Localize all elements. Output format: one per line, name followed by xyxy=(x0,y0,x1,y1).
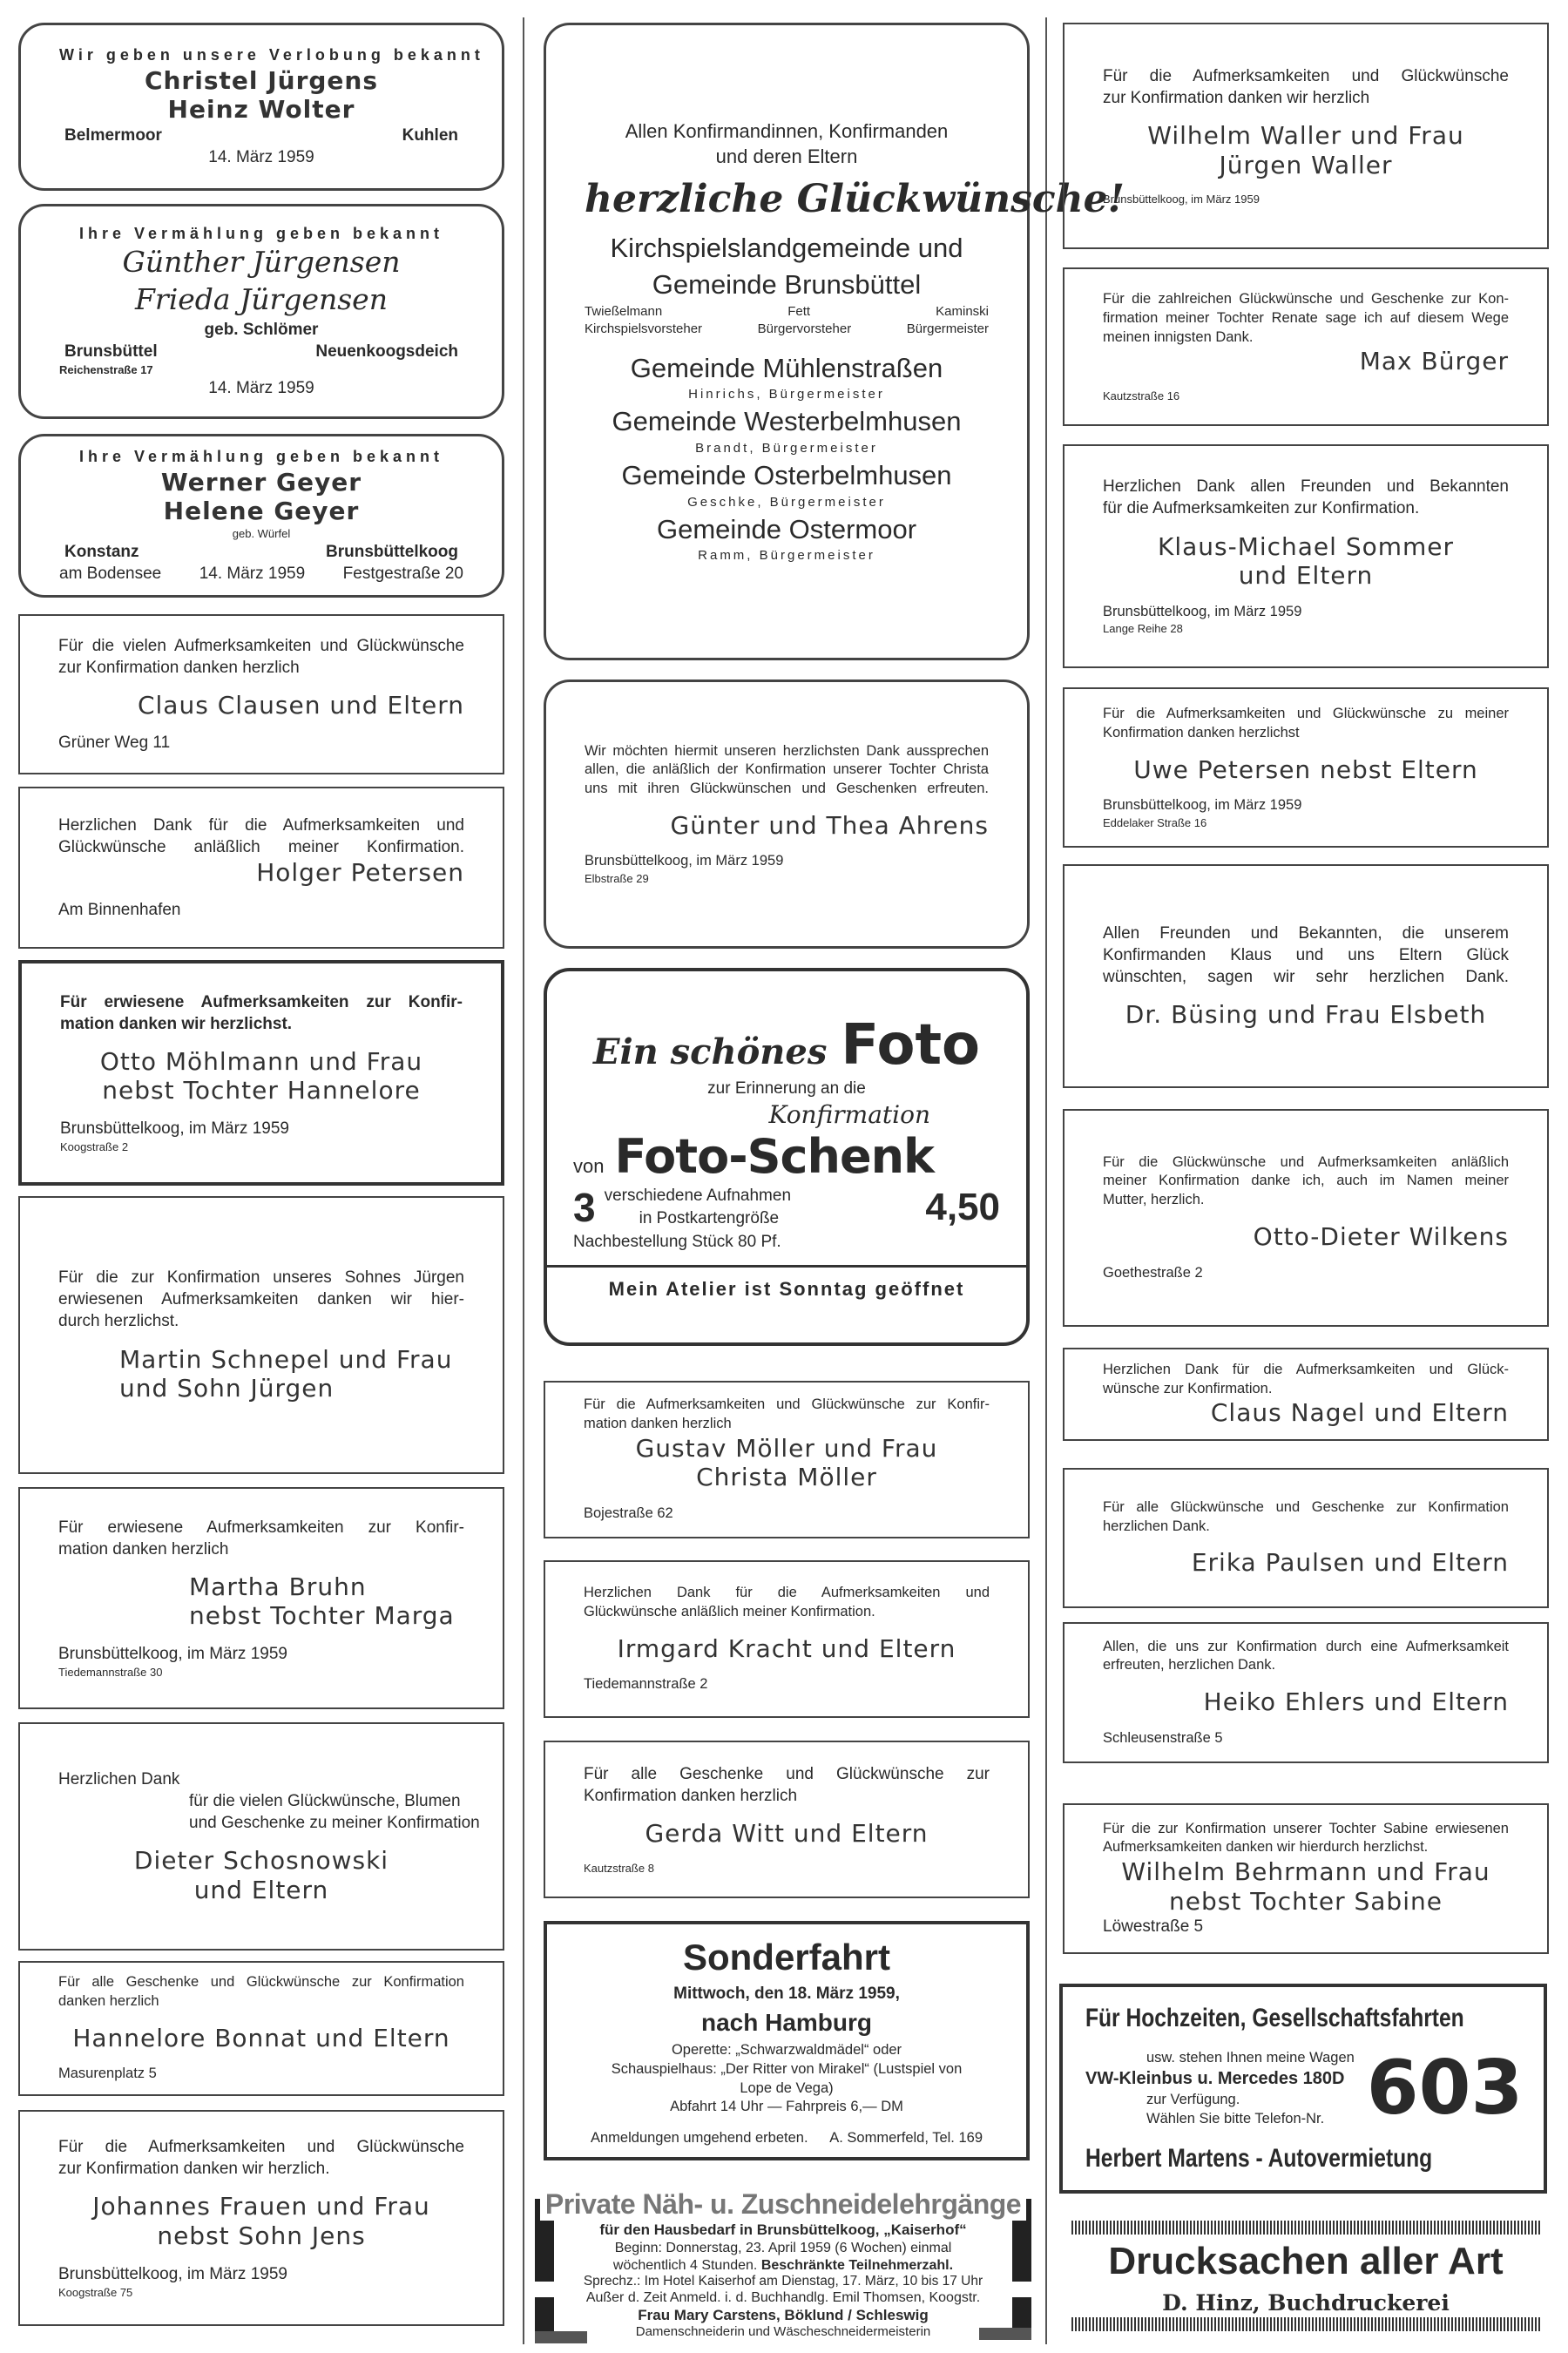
phone-number: 603 xyxy=(1366,2045,1524,2133)
ad-name: Martha Bruhn xyxy=(189,1572,367,1601)
ad-text: und Geschenke zu meiner Konfirmation xyxy=(189,1813,480,1832)
ad-name: Heinz Wolter xyxy=(167,95,355,125)
ad-text: Nachbestellung Stück 80 Pf. xyxy=(573,1232,781,1251)
ad-text: Herzlichen Dank xyxy=(58,1769,180,1788)
ad-text: Tiedemannstraße 30 xyxy=(58,1666,163,1680)
ad-text: wöchentlich 4 Stunden. xyxy=(612,2257,758,2273)
ad-text: geb. Schlömer xyxy=(204,321,319,340)
ad-title: Private Näh- u. Zuschneidelehrgänge xyxy=(540,2188,1026,2221)
ad-text: Für die zahlreichen Glückwünsche und Geschenke zur Kon- xyxy=(1103,290,1509,307)
ad-name: und Eltern xyxy=(1238,561,1374,591)
ad-text: Twießelmann xyxy=(585,303,663,319)
ad-l8 xyxy=(18,1487,504,1709)
ad-text: Gemeinde Brunsbüttel xyxy=(652,269,922,301)
ad-text: Für alle Geschenke und Glückwünsche zur Konfirmation xyxy=(58,1974,464,1991)
ad-text: Für alle Glückwünsche und Geschenke zur Konfirmation xyxy=(1103,1498,1509,1515)
ad-text: firmation meiner Tochter Renate sage ich auf diesem Wege xyxy=(1103,309,1509,326)
ad-text: 3 xyxy=(573,1184,596,1230)
ad-text: Am Binnenhafen xyxy=(58,901,181,920)
ad-text: Herzlichen Dank für die Aufmerksamkeiten und xyxy=(584,1585,990,1601)
ad-text: Goethestraße 2 xyxy=(1103,1264,1203,1281)
ad-text: Kautzstraße 8 xyxy=(584,1861,654,1875)
ad-text: für die vielen Glückwünsche, Blumen xyxy=(189,1791,461,1810)
ad-r7 xyxy=(1063,1348,1549,1441)
ad-text: Konfirmation danken herzlichst xyxy=(1103,724,1300,740)
ad-text: Elbstraße 29 xyxy=(585,872,649,886)
ad-text: Kaminski xyxy=(936,303,989,319)
ad-text: Frau Mary Carstens, Böklund / Schleswig xyxy=(638,2306,929,2323)
ad-text: Glückwünsche anläßlich meiner Konfirmation. xyxy=(584,1603,875,1619)
ad-text: Lange Reihe 28 xyxy=(1103,622,1183,636)
ad-name: Hannelore Bonnat und Eltern xyxy=(72,2023,450,2052)
ad-text: Gemeinde Ostermoor xyxy=(656,513,917,544)
ad-name: nebst Tochter Sabine xyxy=(1169,1886,1443,1916)
ad-text: 14. März 1959 xyxy=(208,147,314,166)
ad-name: Heiko Ehlers und Eltern xyxy=(1203,1687,1509,1717)
ad-text: Tiedemannstraße 2 xyxy=(584,1676,708,1693)
ad-m2 xyxy=(544,680,1030,949)
ad-text: in Postkartengröße xyxy=(639,1208,780,1227)
ad-l11 xyxy=(18,2110,504,2326)
ad-text: Kirchspielsvorsteher xyxy=(585,321,703,336)
ad-text: Gemeinde Osterbelmhusen xyxy=(621,459,952,490)
ad-name: Christel Jürgens xyxy=(144,65,379,95)
ad-l9 xyxy=(18,1722,504,1951)
ad-text: zur Verfügung. xyxy=(1146,2091,1240,2107)
decorative-rule xyxy=(1071,2317,1540,2331)
ad-text: wünsche zur Konfirmation. xyxy=(1103,1380,1273,1396)
ad-text: Für die Aufmerksamkeiten und Glückwünsche xyxy=(58,2138,464,2157)
ad-text: Brunsbüttelkoog, im März 1959 xyxy=(60,1119,289,1139)
ad-name: Dr. Büsing und Frau Elsbeth xyxy=(1125,1000,1487,1030)
ad-text-row xyxy=(585,321,989,338)
ad-text: nach Hamburg xyxy=(700,2008,873,2036)
ad-name: Wilhelm Waller und Frau xyxy=(1147,120,1464,150)
ad-text: 14. März 1959 xyxy=(208,379,314,398)
ad-r1 xyxy=(1063,23,1549,249)
ad-text: Koogstraße 2 xyxy=(60,1140,129,1154)
ad-text: Konfirmation xyxy=(768,1099,930,1129)
ad-text: Ihre Vermählung geben bekannt xyxy=(78,447,444,465)
ad-text: verschiedene Aufnahmen xyxy=(604,1187,792,1206)
ad-name: Günther Jürgensen xyxy=(122,245,401,280)
ad-text: Mittwoch, den 18. März 1959, xyxy=(673,1984,900,2003)
ad-l3 xyxy=(18,434,504,598)
ad-text: Neuenkoogsdeich xyxy=(315,342,458,362)
ad-text: meinen innigsten Dank. xyxy=(1103,328,1254,345)
ad-text: zur Erinnerung an die xyxy=(707,1079,866,1099)
ad-text: meiner Konfirmation danke ich, auch im Namen meiner xyxy=(1103,1173,1509,1189)
ad-text: uns mit ihren Glückwünschen und Geschenken erfreuten. xyxy=(585,781,989,797)
ad-r5 xyxy=(1063,864,1549,1088)
ad-text: Kirchspielslandgemeinde und xyxy=(610,233,963,264)
ad-text: Wir geben unsere Verlobung bekannt xyxy=(59,45,484,64)
ad-text: Geschke, Bürgermeister xyxy=(687,494,886,510)
ad-text: Anmeldungen umgehend erbeten. xyxy=(591,2130,808,2147)
ad-text: Bürgervorsteher xyxy=(757,321,852,336)
ad-text: Masurenplatz 5 xyxy=(58,2066,157,2082)
ad-text: Schauspielhaus: „Der Ritter von Mirakel“ (Lustspiel von xyxy=(611,2060,963,2077)
ad-text: für die Aufmerksamkeiten zur Konfirmation. xyxy=(1103,499,1420,518)
ad-text: mation danken wir herzlichst. xyxy=(60,1014,293,1033)
ad-text: Sprechz.: Im Hotel Kaiserhof am Dienstag, 17. März, 10 bis 17 Uhr xyxy=(583,2273,983,2289)
ad-name: Claus Nagel und Eltern xyxy=(1210,1398,1509,1428)
ad-name: Holger Petersen xyxy=(256,857,464,887)
ad-text: Brunsbüttelkoog, im März 1959 xyxy=(1103,603,1302,619)
ad-text: Allen Freunden und Bekannten, die unserem xyxy=(1103,924,1509,943)
ad-text: Fett xyxy=(787,303,811,319)
ad-l4 xyxy=(18,614,504,774)
ad-text: danken herzlich xyxy=(58,1992,159,2009)
ad-text: A. Sommerfeld, Tel. 169 xyxy=(829,2130,983,2147)
ad-text: Gemeinde Mühlenstraßen xyxy=(630,352,943,383)
ad-foto-schenk xyxy=(544,968,1030,1346)
ad-text: zur Konfirmation danken wir herzlich xyxy=(1103,88,1370,107)
ad-text: Aufmerksamkeiten danken wir hierdurch herzlichst. xyxy=(1103,1839,1429,1856)
ad-name: Martin Schnepel und Frau xyxy=(119,1344,453,1374)
ad-l6 xyxy=(18,960,504,1186)
ad-text: Eddelaker Straße 16 xyxy=(1103,815,1207,829)
ad-name: Gerda Witt und Eltern xyxy=(645,1819,929,1849)
ad-text: Für die Glückwünsche und Aufmerksamkeiten anläßlich xyxy=(1103,1153,1509,1170)
ad-text: Brunsbüttelkoog, im März 1959 xyxy=(58,1645,287,1664)
ad-text: Wählen Sie bitte Telefon-Nr. xyxy=(1146,2110,1325,2126)
ad-l10 xyxy=(18,1961,504,2096)
ad-text: Brunsbüttelkoog, im März 1959 xyxy=(1103,797,1302,814)
ad-r10 xyxy=(1063,1803,1549,1954)
ad-name: Frieda Jürgensen xyxy=(135,282,388,317)
ad-text: Lope de Vega) xyxy=(740,2079,834,2096)
ad-m6 xyxy=(544,1741,1030,1898)
ad-r2 xyxy=(1063,267,1549,426)
ad-text: Gemeinde Westerbelmhusen xyxy=(612,406,962,437)
ad-r6 xyxy=(1063,1109,1549,1327)
ad-text: Herzlichen Dank für die Aufmerksamkeiten und xyxy=(58,815,464,835)
ad-text-row xyxy=(59,341,463,362)
ad-car-rental xyxy=(1059,1984,1547,2194)
ad-text: Beginn: Donnerstag, 23. April 1959 (6 Wochen) einmal xyxy=(614,2241,952,2256)
ad-text: zur Konfirmation danken herzlich xyxy=(58,658,300,677)
ad-text: Grüner Weg 11 xyxy=(58,734,171,753)
ad-name: Johannes Frauen und Frau xyxy=(92,2192,430,2221)
ad-text: D. Hinz, Buchdruckerei xyxy=(1162,2289,1450,2316)
ad-text: erfreuten, herzlichen Dank. xyxy=(1103,1657,1276,1673)
ad-text: für den Hausbedarf in Brunsbüttelkoog, „Kaiserhof“ xyxy=(599,2221,967,2238)
ad-text: Konfirmation danken herzlich xyxy=(584,1787,798,1806)
ad-sewing-course xyxy=(535,2188,1031,2343)
ad-name: Claus Clausen und Eltern xyxy=(137,690,464,720)
ad-name: Otto-Dieter Wilkens xyxy=(1253,1221,1509,1251)
ad-m4 xyxy=(544,1381,1030,1538)
ad-name: nebst Tochter Hannelore xyxy=(102,1076,421,1106)
ad-text: herzlichen Dank. xyxy=(1103,1518,1210,1534)
ad-r3 xyxy=(1063,444,1549,668)
ad-text: Für die Aufmerksamkeiten und Glückwünsche zur Konfir- xyxy=(584,1396,990,1413)
ad-text: Mutter, herzlich. xyxy=(1103,1192,1205,1208)
ad-text: Drucksachen aller Art xyxy=(1108,2240,1504,2283)
ad-text: herzliche Glückwünsche! xyxy=(585,176,1125,221)
ad-text: Glückwünsche anläßlich meiner Konfirmation. xyxy=(58,837,464,856)
ad-text: Allen Konfirmandinnen, Konfirmanden xyxy=(625,119,949,142)
ad-text: Brandt, Bürgermeister xyxy=(695,441,878,456)
ad-m5 xyxy=(544,1560,1030,1718)
ad-text: allen, die anläßlich der Konfirmation unserer Tochter Christa xyxy=(585,761,989,778)
ad-m7 xyxy=(544,1921,1030,2160)
ad-name: und Sohn Jürgen xyxy=(119,1374,335,1403)
ad-text: von xyxy=(573,1154,605,1177)
price: 4,50 xyxy=(925,1185,1000,1228)
ad-text-row xyxy=(585,303,989,321)
ad-name: Günter und Thea Ahrens xyxy=(670,810,989,840)
ad-text: Für die zur Konfirmation unserer Tochter Sabine erwiesenen xyxy=(1103,1820,1509,1836)
ad-text: Brunsbüttel xyxy=(64,342,158,362)
ad-name: nebst Sohn Jens xyxy=(157,2221,366,2250)
ad-text: Für die Aufmerksamkeiten und Glückwünsche xyxy=(1103,66,1509,85)
ad-text: Sonderfahrt xyxy=(682,1937,890,1978)
ad-text: Foto xyxy=(841,1013,981,1078)
ad-text: Für erwiesene Aufmerksamkeiten zur Konfir- xyxy=(60,992,463,1011)
ad-l5 xyxy=(18,787,504,949)
ad-text: Brunsbüttelkoog, im März 1959 xyxy=(585,853,784,869)
ad-text: Für die Aufmerksamkeiten und Glückwünsche zu meiner xyxy=(1103,705,1509,721)
ad-text: Konfirmanden Klaus und uns Eltern Glück xyxy=(1103,946,1509,965)
ad-text: am Bodensee xyxy=(59,565,162,584)
ad-text: Festgestraße 20 xyxy=(342,565,463,584)
ad-text: Operette: „Schwarzwaldmädel“ oder xyxy=(671,2041,902,2058)
ad-text: Ihre Vermählung geben bekannt xyxy=(78,224,444,242)
ad-text-row xyxy=(59,563,463,585)
ad-text: Außer d. Zeit Anmeld. i. d. Buchhandlg. Emil Thomsen, Koogstr. xyxy=(585,2290,981,2306)
ad-name: Gustav Möller und Frau xyxy=(635,1433,938,1463)
ad-name: Wilhelm Behrmann und Frau xyxy=(1121,1857,1490,1887)
ad-name: Jürgen Waller xyxy=(1219,150,1393,179)
ad-text: Brunsbüttelkoog, im März 1959 xyxy=(1103,193,1260,206)
ad-text: Damenschneiderin und Wäscheschneidermeisterin xyxy=(635,2323,931,2339)
ad-text-row xyxy=(585,2129,988,2148)
ad-name: Irmgard Kracht und Eltern xyxy=(617,1633,956,1663)
column-divider xyxy=(1045,17,1047,2344)
ad-text: Kautzstraße 16 xyxy=(1103,389,1180,402)
ad-name: Werner Geyer xyxy=(160,467,362,497)
ad-text-row xyxy=(59,541,463,563)
ad-text: mation danken herzlich xyxy=(58,1539,229,1559)
ad-r4 xyxy=(1063,687,1549,848)
ad-name: Christa Möller xyxy=(696,1463,877,1492)
ad-name: Max Bürger xyxy=(1359,347,1509,376)
ad-text: zur Konfirmation danken wir herzlich. xyxy=(58,2160,330,2179)
ad-name: Erika Paulsen und Eltern xyxy=(1191,1548,1509,1578)
ad-text: Brunsbüttelkoog xyxy=(326,542,458,561)
ad-r12 xyxy=(1063,2214,1549,2338)
ad-text-row xyxy=(59,125,463,146)
ad-name: Uwe Petersen nebst Eltern xyxy=(1133,754,1478,784)
ad-text: Herbert Martens - Autovermietung xyxy=(1085,2144,1433,2174)
ad-text: wünschten, sagen wir sehr herzlichen Dank. xyxy=(1103,968,1509,987)
ad-text: Brunsbüttelkoog, im März 1959 xyxy=(58,2264,287,2283)
ad-text: Ein schönes xyxy=(592,1031,828,1073)
ad-text: Wir möchten hiermit unseren herzlichsten Dank aussprechen xyxy=(585,742,989,759)
ad-text: Beschränkte Teilnehmerzahl. xyxy=(760,2257,954,2273)
ad-l7 xyxy=(18,1196,504,1474)
decorative-rule xyxy=(1071,2221,1540,2235)
ad-text: erwiesenen Aufmerksamkeiten danken wir hier- xyxy=(58,1290,464,1309)
ad-text: Allen, die uns zur Konfirmation durch eine Aufmerksamkeit xyxy=(1103,1638,1509,1654)
ad-text: Herzlichen Dank für die Aufmerksamkeiten und Glück- xyxy=(1103,1361,1509,1377)
ad-text: Für die vielen Aufmerksamkeiten und Glückwünsche xyxy=(58,636,464,655)
ad-text: Kuhlen xyxy=(402,125,458,145)
ad-text: Bürgermeister xyxy=(906,321,989,336)
ad-text: durch herzlichst. xyxy=(58,1312,179,1331)
ad-text: Für erwiesene Aufmerksamkeiten zur Konfir- xyxy=(58,1518,464,1537)
ad-text: mation danken herzlich xyxy=(584,1416,732,1432)
ad-text: Schleusenstraße 5 xyxy=(1103,1729,1223,1746)
ad-name: nebst Tochter Marga xyxy=(189,1601,455,1631)
ad-name: Helene Geyer xyxy=(163,497,360,526)
ad-text: Löwestraße 5 xyxy=(1103,1917,1204,1937)
ad-r8 xyxy=(1063,1468,1549,1608)
ad-text: VW-Kleinbus u. Mercedes 180D xyxy=(1085,2069,1345,2089)
ad-title: Für Hochzeiten, Gesellschaftsfahrten xyxy=(1085,2003,1464,2032)
ad-name: und Eltern xyxy=(193,1875,329,1904)
ad-text: Ramm, Bürgermeister xyxy=(698,548,875,564)
ad-name: Klaus-Michael Sommer xyxy=(1157,531,1455,561)
ad-l2 xyxy=(18,204,504,419)
ad-text: Herzlichen Dank allen Freunden und Bekannten xyxy=(1103,477,1509,497)
ad-text: Abfahrt 14 Uhr — Fahrpreis 6,— DM xyxy=(670,2099,903,2115)
ad-text: Für die zur Konfirmation unseres Sohnes Jürgen xyxy=(58,1268,464,1288)
ad-text: Foto-Schenk xyxy=(614,1128,934,1184)
ad-text: und deren Eltern xyxy=(715,145,858,167)
ad-m1 xyxy=(544,23,1125,660)
ad-text: Hinrichs, Bürgermeister xyxy=(688,387,885,402)
ad-l1 xyxy=(18,23,504,191)
ad-text: Mein Atelier ist Sonntag geöffnet xyxy=(547,1265,1026,1301)
ad-text: geb. Würfel xyxy=(232,526,291,540)
ad-text: Reichenstraße 17 xyxy=(59,363,153,377)
ad-text: Bojestraße 62 xyxy=(584,1504,673,1521)
ad-text: Konstanz xyxy=(64,542,139,561)
ad-name: Otto Möhlmann und Frau xyxy=(99,1046,423,1076)
ad-text: Belmermoor xyxy=(64,125,162,145)
ad-text: usw. stehen Ihnen meine Wagen xyxy=(1146,2049,1355,2066)
ad-text: Koogstraße 75 xyxy=(58,2285,133,2299)
ad-r9 xyxy=(1063,1622,1549,1763)
ad-text: Für alle Geschenke und Glückwünsche zur xyxy=(584,1765,990,1784)
ad-name: Dieter Schosnowski xyxy=(133,1846,389,1876)
ad-text: 14. März 1959 xyxy=(199,565,306,584)
column-divider xyxy=(523,17,524,2344)
